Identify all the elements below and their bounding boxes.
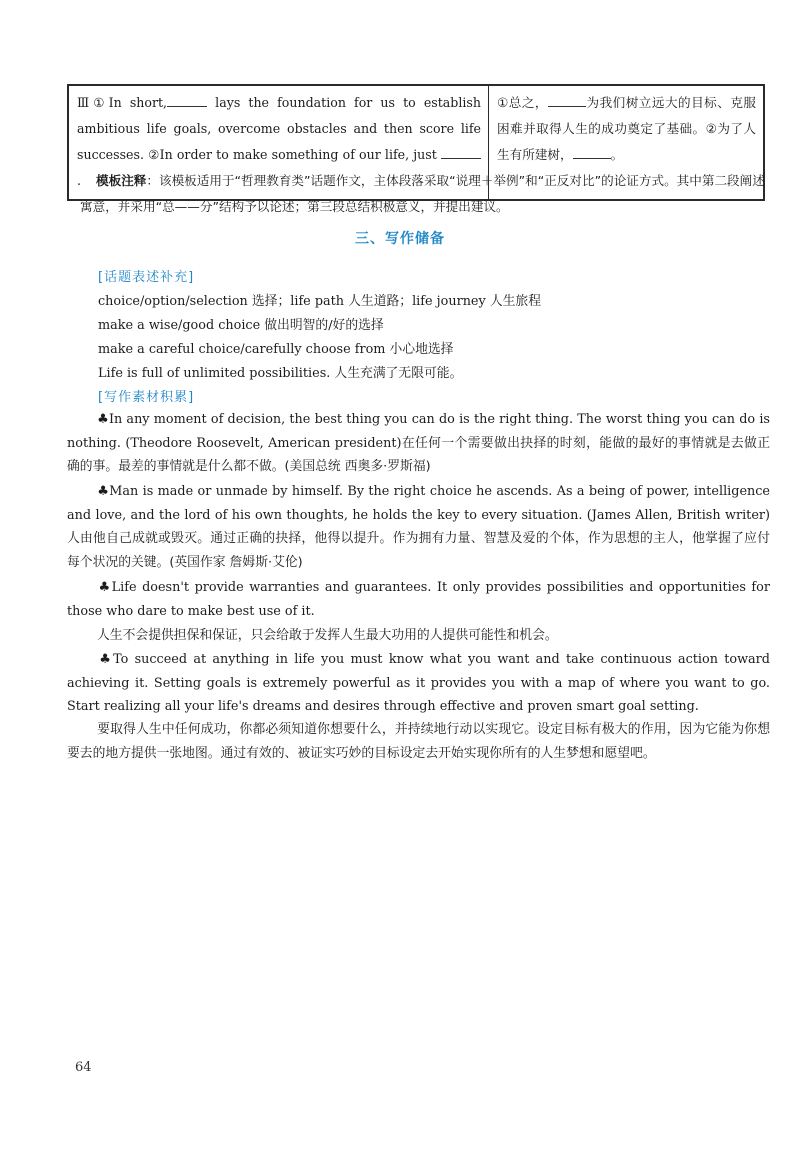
template-zh-part-2: 为我们树立远大的目标、克服困难并取得人生的成功奠定了基础。②为了人生有所建树，	[497, 95, 757, 162]
club-icon: ♣	[97, 412, 109, 427]
page-number: 64	[75, 1060, 92, 1075]
template-zh-part-1: ①总之，	[497, 95, 549, 110]
supplement-zh: 人生旅程	[489, 294, 541, 309]
club-icon: ♣	[97, 580, 112, 595]
note-text: ：该模板适用于“哲理教育类”话题作文，主体段落采取“说理＋举例”和“正反对比”的论证方式。其中第二段阐述寓意，并采用“总——分”结构予以论述；第三段总结积极意义，并提出建议。	[80, 173, 765, 214]
material-en: To succeed at anything in life you must know what you want and take continuous action toward achieving it. Setting goals is extremely powerful as it provides you with a map of where you want to go. Start realizing all your life's dreams and desires through effective and proven smart goal setting.	[67, 652, 770, 714]
note-label: 模板注释	[96, 173, 147, 188]
supplement-line	[98, 314, 384, 333]
supplement-line	[98, 290, 541, 309]
supplement-zh: 小心地选择	[389, 342, 454, 357]
material-translation	[67, 718, 770, 765]
supplement-line	[98, 362, 462, 381]
supplement-zh: 人生道路；	[348, 294, 413, 309]
supplement-en: life journey	[412, 294, 490, 309]
fill-blank	[167, 93, 207, 107]
fill-blank	[573, 145, 611, 159]
material-translation	[67, 624, 770, 648]
supplement-en: make a careful choice/carefully choose from	[98, 342, 390, 357]
template-en-part-1: Ⅲ①In short,	[77, 95, 168, 110]
supplement-heading: [话题表述补充]	[98, 270, 195, 285]
materials-heading: [写作素材积累]	[98, 390, 195, 405]
template-zh-part-3: 。	[610, 147, 624, 162]
material-en: Life doesn't provide warranties and guarantees. It only provides possibilities and opportunities for those who dare to make best use of it.	[67, 580, 770, 619]
template-en-part-2: lays the foundation for us to establish ambitious life goals, overcome obstacles and then score life successes. ②In order to make something of our life, just	[77, 95, 481, 162]
material-item	[67, 480, 770, 574]
material-en: Man is made or unmade by himself. By the right choice he ascends. As a being of power, intelligence and love, and the lord of his own thoughts, he holds the key to every situation. (James Allen, British writer)	[67, 484, 770, 523]
fill-blank	[548, 93, 586, 107]
section-title: 三、写作储备	[355, 231, 445, 247]
supplement-zh: 人生充满了无限可能。	[334, 366, 463, 381]
supplement-en: choice/option/selection	[98, 294, 252, 309]
material-en: In any moment of decision, the best thing you can do is the right thing. The worst thing you can do is nothing. (Theodore Roosevelt, American president)	[67, 412, 771, 451]
material-item	[67, 408, 770, 479]
supplement-en: life path	[290, 294, 349, 309]
material-zh: 在任何一个需要做出抉择的时刻，能做的最好的事情就是去做正确的事。最差的事情就是什么都不做。(美国总统 西奥多·罗斯福)	[67, 435, 770, 474]
material-item	[67, 576, 770, 623]
template-note	[80, 168, 770, 220]
club-icon: ♣	[97, 484, 110, 499]
material-zh: 人由他自己成就或毁灭。通过正确的抉择，他得以提升。作为拥有力量、智慧及爱的个体，作为思想的主人，他掌握了应付每个状况的关键。(英国作家 詹姆斯·艾伦)	[67, 531, 770, 570]
fill-blank	[441, 145, 481, 159]
supplement-en: make a wise/good choice	[98, 318, 265, 333]
supplement-en: Life is full of unlimited possibilities.	[98, 366, 335, 381]
supplement-zh: 选择；	[251, 294, 291, 309]
material-zh: 要取得人生中任何成功，你都必须知道你想要什么，并持续地行动以实现它。设定目标有极大的作用，因为它能为你想要去的地方提供一张地图。通过有效的、被证实巧妙的目标设定去开始实现你所有的人生梦想和愿望吧。	[67, 722, 770, 761]
supplement-line	[98, 338, 453, 357]
supplement-zh: 做出明智的/好的选择	[264, 318, 384, 333]
club-icon: ♣	[97, 652, 114, 667]
template-en-part-3: .	[77, 173, 82, 188]
material-zh: 人生不会提供担保和保证，只会给敢于发挥人生最大功用的人提供可能性和机会。	[97, 628, 558, 643]
material-item	[67, 648, 770, 719]
